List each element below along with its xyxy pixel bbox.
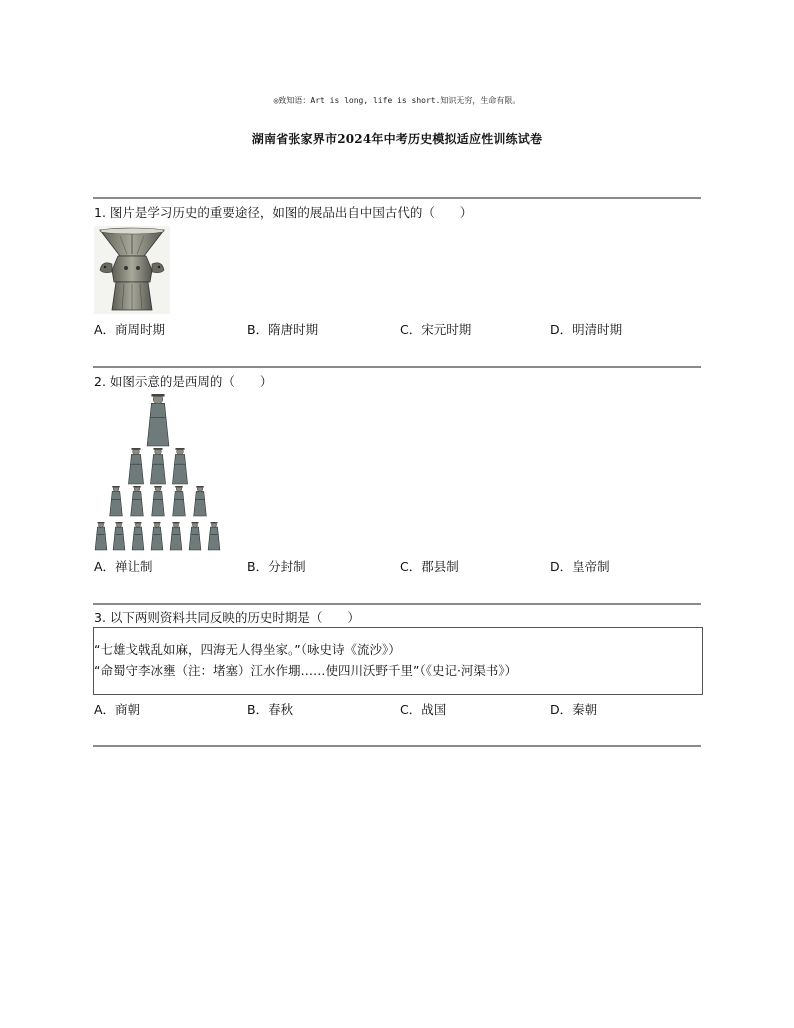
question-3-options [94, 700, 701, 718]
figure-minister [152, 486, 165, 516]
question-2-options [94, 557, 701, 575]
figure-commoner [208, 522, 220, 550]
option-c[interactable]: C．郡县制 [400, 559, 459, 574]
question-1-options [94, 320, 701, 338]
option-d[interactable]: D．明清时期 [550, 322, 623, 337]
figure-commoner [151, 522, 163, 550]
option-b[interactable]: B．春秋 [247, 702, 294, 717]
source-quote-1: “七雄戈戟乱如麻，四海无人得坐家。”（咏史诗《流沙》） [94, 642, 401, 657]
figure-noble [150, 448, 165, 484]
figure-commoner [113, 522, 125, 550]
figure-noble [128, 448, 143, 484]
divider-q2 [93, 366, 701, 368]
option-a[interactable]: A．商周时期 [94, 322, 166, 337]
option-c[interactable]: C．宋元时期 [400, 322, 472, 337]
figure-noble [172, 448, 187, 484]
figure-minister [194, 486, 207, 516]
option-a[interactable]: A．商朝 [94, 702, 141, 717]
source-material-box [93, 627, 703, 695]
divider-end [93, 745, 701, 747]
hierarchy-figures-pyramid-image [94, 392, 222, 552]
option-a[interactable]: A．禅让制 [94, 559, 153, 574]
question-1-stem: 1. 图片是学习历史的重要途径，如图的展品出自中国古代的（ ） [94, 205, 473, 220]
divider-q1 [93, 197, 701, 199]
header-motto: ◎致知语：Art is long, life is short.知识无穷，生命有限。 [273, 96, 521, 105]
figure-commoner [189, 522, 201, 550]
source-quote-2: “命蜀守李冰壅（注：堵塞）江水作堋……使四川沃野千里”（《史记·河渠书》） [94, 663, 518, 678]
option-b[interactable]: B．分封制 [247, 559, 306, 574]
page-title: 湖南省张家界市2024年中考历史模拟适应性训练试卷 [251, 132, 543, 146]
figure-king [147, 394, 169, 446]
option-d[interactable]: D．皇帝制 [550, 559, 610, 574]
figure-minister [110, 486, 123, 516]
bronze-zun-vessel-image [94, 226, 170, 314]
divider-q3 [93, 603, 701, 605]
figure-commoner [170, 522, 182, 550]
option-d[interactable]: D．秦朝 [550, 702, 598, 717]
figure-minister [173, 486, 186, 516]
figure-minister [131, 486, 144, 516]
figure-commoner [95, 522, 107, 550]
question-3-stem: 3. 以下两则资料共同反映的历史时期是（ ） [94, 610, 360, 625]
question-2-stem: 2. 如图示意的是西周的（ ） [94, 374, 273, 389]
figure-commoner [132, 522, 144, 550]
option-c[interactable]: C．战国 [400, 702, 447, 717]
option-b[interactable]: B．隋唐时期 [247, 322, 319, 337]
